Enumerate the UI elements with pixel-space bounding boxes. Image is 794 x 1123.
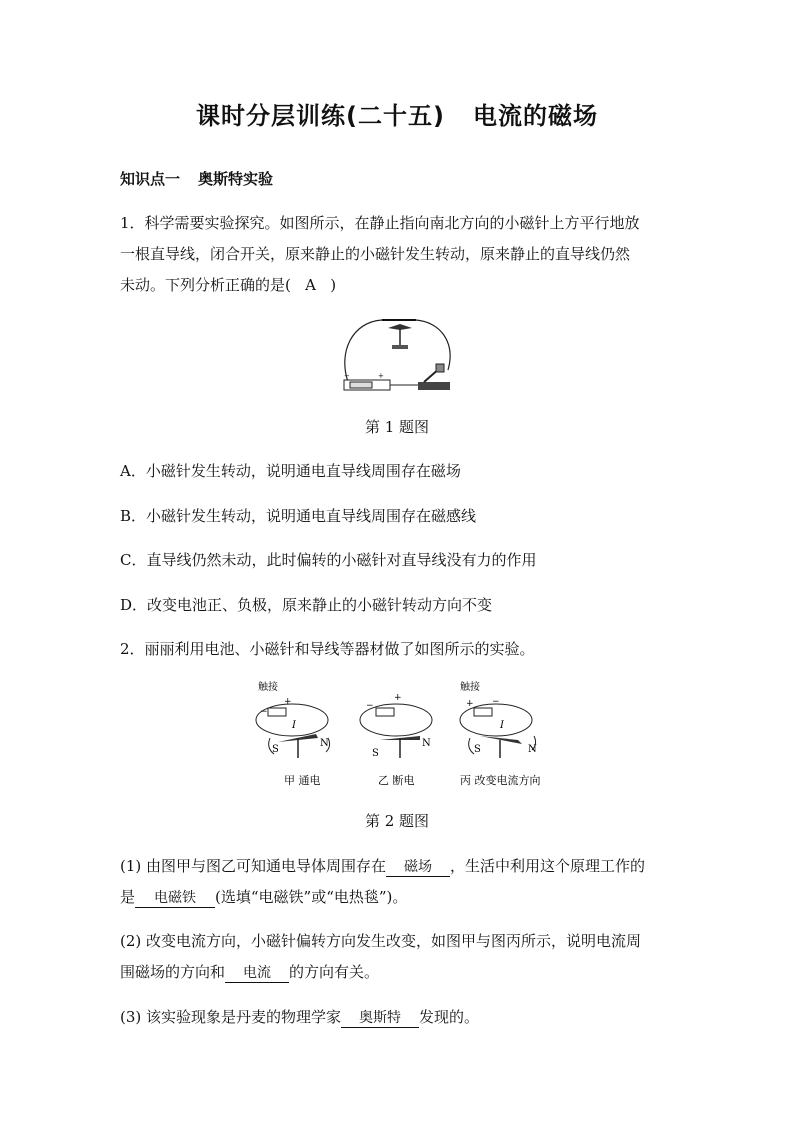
q2-sub2-line1: (2) 改变电流方向，小磁针偏转方向发生改变，如图甲与图丙所示，说明电流周 — [120, 932, 642, 950]
panel-b-label: 乙 断电 — [378, 774, 415, 787]
q2-stem: 2．丽丽利用电池、小磁针和导线等器材做了如图所示的实验。 — [120, 640, 535, 658]
q2-sub1-text-d: (选填“电磁铁”或“电热毯”)。 — [215, 888, 408, 906]
page-title — [0, 96, 794, 131]
q2-sub1-text-b: ，生活中利用这个原理工作的 — [450, 857, 646, 875]
title-sub: 电流的磁场 — [472, 102, 598, 130]
south-pole-label: S — [474, 744, 481, 755]
panel-c-label: 丙 改变电流方向 — [460, 774, 541, 787]
q2-sub2-text-c: 的方向有关。 — [289, 963, 380, 981]
q2-sub2-answer: 电流 — [225, 964, 289, 983]
q2-figure — [248, 678, 548, 790]
q1-figure-caption: 第 1 题图 — [364, 418, 430, 436]
panel-a-diagram — [248, 678, 344, 790]
q2-sub3-text-b: 发现的。 — [419, 1008, 480, 1026]
south-pole-label: S — [272, 744, 279, 755]
q2-sub2-text-b: 围磁场的方向和 — [120, 963, 226, 981]
title-main: 课时分层训练(二十五) — [196, 102, 445, 130]
q2-sub1-line1 — [120, 855, 645, 877]
minus-sign: − — [366, 701, 374, 711]
touch-label: 触接 — [460, 682, 480, 693]
switch-handle — [436, 364, 444, 372]
svg-text:+: + — [378, 372, 384, 380]
north-pole-label: N — [528, 744, 537, 755]
q1-stem-line-1: 1．科学需要实验探究。如图所示，在静止指向南北方向的小磁针上方平行地放 — [120, 214, 640, 232]
current-label: I — [292, 720, 296, 731]
battery — [268, 708, 286, 716]
north-pole-label: N — [320, 738, 329, 749]
q2-sub1-answer-2: 电磁铁 — [135, 889, 215, 908]
q2-sub1-answer-1: 磁场 — [386, 858, 450, 877]
q1-option-d: D．改变电池正、负极，原来静止的小磁针转动方向不变 — [120, 596, 493, 614]
battery — [376, 708, 394, 716]
section-heading — [120, 168, 273, 189]
north-pole-label: N — [422, 738, 431, 749]
current-label: I — [500, 720, 504, 731]
compass-needle — [480, 736, 522, 744]
q2-sub2-line2 — [120, 961, 379, 983]
battery — [474, 708, 492, 716]
panel-c-diagram — [452, 678, 548, 790]
section-number: 知识点一 — [120, 170, 181, 188]
q2-sub3-answer: 奥斯特 — [341, 1009, 419, 1028]
q2-figure-caption: 第 2 题图 — [364, 812, 430, 830]
q2-sub1-text-c: 是 — [120, 888, 136, 906]
svg-text:−: − — [344, 372, 350, 380]
south-pole-label: S — [372, 748, 379, 759]
panel-a-label: 甲 通电 — [284, 774, 321, 787]
plus-sign: + — [284, 697, 292, 707]
q1-figure — [336, 312, 458, 396]
q2-sub1-line2 — [120, 886, 407, 908]
minus-sign: − — [492, 697, 500, 707]
touch-label: 触接 — [258, 682, 278, 693]
q2-sub1-text-a: (1) 由图甲与图乙可知通电导体周围存在 — [120, 857, 387, 875]
q2-sub3-text-a: (3) 该实验现象是丹麦的物理学家 — [120, 1008, 342, 1026]
q1-option-c: C．直导线仍然未动，此时偏转的小磁针对直导线没有力的作用 — [120, 551, 537, 569]
minus-sign: − — [260, 707, 268, 717]
section-name: 奥斯特实验 — [198, 170, 274, 188]
q1-stem-line-3: 未动。下列分析正确的是( A ) — [120, 276, 337, 294]
plus-sign: + — [466, 699, 474, 709]
panel-b-diagram — [352, 678, 444, 790]
q1-option-b: B．小磁针发生转动，说明通电直导线周围存在磁感线 — [120, 507, 477, 525]
q1-stem-line-2: 一根直导线，闭合开关，原来静止的小磁针发生转动，原来静止的直导线仍然 — [120, 245, 631, 263]
q1-option-a: A．小磁针发生转动，说明通电直导线周围存在磁场 — [120, 462, 461, 480]
switch-base — [418, 382, 450, 390]
compass-base — [392, 345, 408, 349]
q2-sub3-line — [120, 1006, 479, 1028]
battery — [350, 382, 372, 388]
plus-sign: + — [394, 693, 402, 703]
